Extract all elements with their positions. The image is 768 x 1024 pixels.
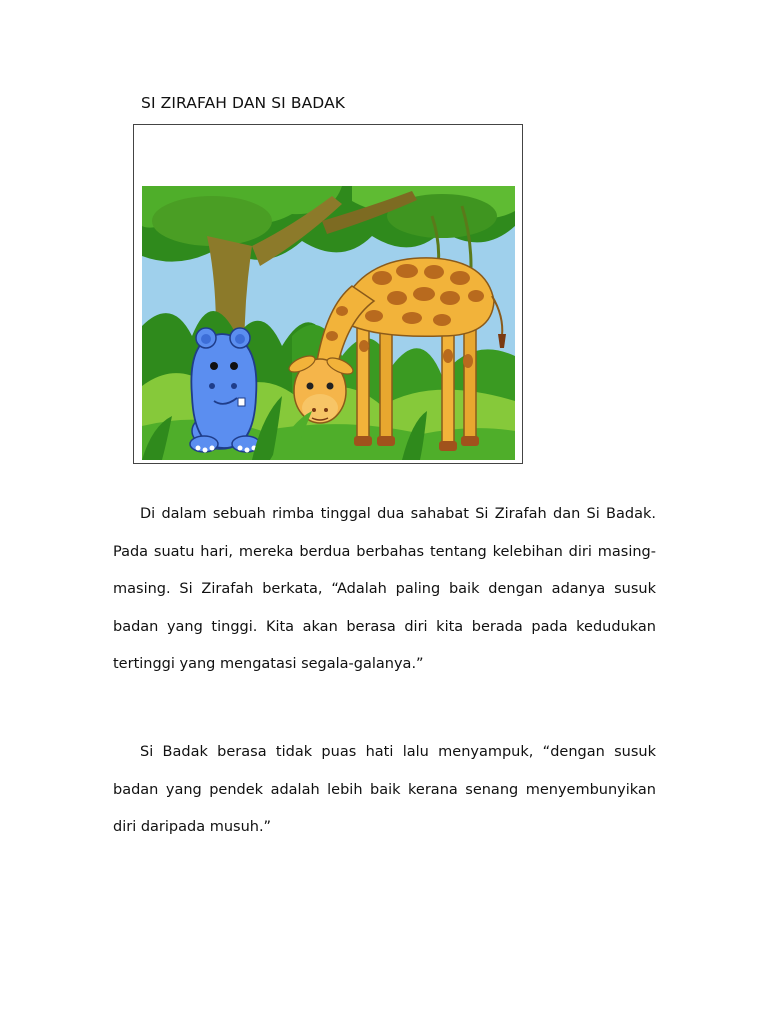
paragraph-2: Si Badak berasa tidak puas hati lalu menyampuk, “dengan susuk badan yang pendek adalah lebih baik kerana senang menyembunyikan diri daripada musuh.”: [113, 744, 656, 835]
story-title: SI ZIRAFAH DAN SI BADAK: [141, 94, 346, 112]
jungle-illustration: [142, 186, 515, 460]
paragraph-1: Di dalam sebuah rimba tinggal dua sahabat Si Zirafah dan Si Badak. Pada suatu hari, mereka berdua berbahas tentang kelebihan diri masing-masing. Si Zirafah berkata, “Adalah paling baik dengan adanya susuk badan yang tinggi. Kita akan berasa diri kita berada pada kedudukan tertinggi yang mengatasi segala-galanya.”: [113, 506, 656, 672]
